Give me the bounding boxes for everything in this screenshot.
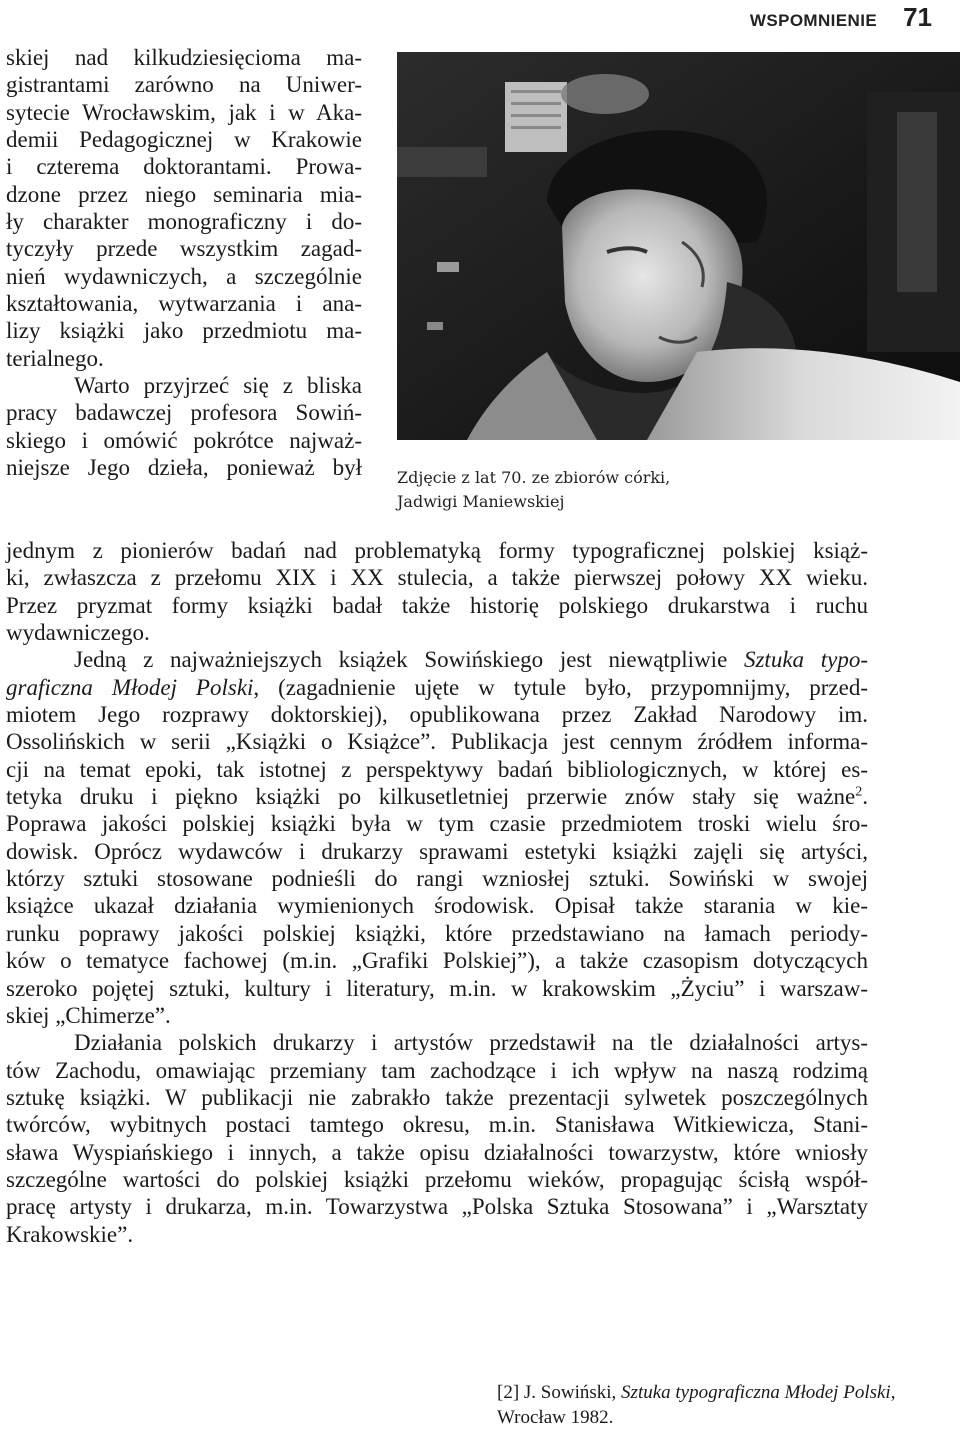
text-line: kształtowania, wytwarzania i ana- [6, 291, 362, 317]
portrait-photo-image [397, 52, 960, 440]
text-line: sztukę książki. W publikacji nie zabrakło także prezentacji sylwetek poszczególnych [6, 1084, 868, 1110]
caption-line: Zdjęcie z lat 70. ze zbiorów córki, [397, 468, 671, 487]
text-line: Warto przyjrzeć się z bliska [74, 373, 362, 399]
footnote [497, 1380, 895, 1430]
text-line: niejsze Jego dzieła, ponieważ był [6, 455, 362, 481]
text-line: dowisk. Oprócz wydawców i drukarzy sprawami estetyki książki zajęli się artyści, [6, 838, 868, 864]
footnote-line [497, 1380, 895, 1405]
text-line: lizy książki jako przedmiotu ma- [6, 318, 362, 344]
text-line: i czterema doktorantami. Prowa- [6, 154, 362, 180]
text-span: [2] J. Sowiński, [497, 1382, 622, 1403]
text-line: Krakowskie”. [6, 1221, 134, 1247]
text-line [6, 783, 868, 810]
text-line: tów Zachodu, omawiając przemiany tam zachodzące i ich wpływ na naszą rodzimą [6, 1057, 868, 1083]
portrait-photo [397, 52, 960, 440]
text-line: Przez pryzmat formy książki badał także historię polskiego drukarstwa i ruchu [6, 592, 868, 618]
book-title: graficzna Młodej Polski [6, 674, 254, 700]
footnote-reference[interactable]: 2 [855, 784, 863, 800]
photo-caption [397, 466, 670, 514]
text-line: Ossolińskich w serii „Książki o Książce”. Publikacja jest cennym źródłem informa- [6, 729, 868, 755]
text-line: sytecie Wrocławskim, jak i w Aka- [6, 99, 362, 125]
text-line [6, 646, 868, 673]
running-head [749, 2, 932, 32]
text-line: cji na temat epoki, tak istotnej z perspektywy badań bibliologicznych, w której es- [6, 756, 868, 782]
text-line: terialnego. [6, 345, 104, 371]
footnote-line: Wrocław 1982. [497, 1407, 614, 1428]
text-line: runku poprawy jakości polskiej książki, które przedstawiano na łamach periody- [6, 920, 868, 946]
text-line: demii Pedagogicznej w Krakowie [6, 127, 362, 153]
text-span: . [862, 784, 868, 810]
text-line: sława Wyspiańskiego i innych, a także opisu działalności towarzystw, które wniosły [6, 1139, 868, 1165]
book-title: Sztuka typo- [743, 647, 868, 673]
text-line: skiej „Chimerze”. [6, 1002, 171, 1028]
section-title: WSPOMNIENIE [749, 11, 878, 30]
text-line: szeroko pojętej sztuki, kultury i literatury, m.in. w krakowskim „Życiu” i warszaw- [6, 975, 868, 1001]
text-line: którzy sztuki stosowane podnieśli do rangi wzniosłej sztuki. Sowiński w swojej [6, 866, 868, 892]
text-line: twórców, wybitnych postaci tamtego okresu, m.in. Stanisława Witkiewicza, Stani- [6, 1112, 868, 1138]
text-line: skiego i omówić pokrótce najważ- [6, 427, 362, 453]
text-line: szczególne wartości do polskiej książki przełomu wieków, propagując ścisłą współ- [6, 1166, 868, 1192]
text-line: nień wydawniczych, a szczególnie [6, 263, 362, 289]
text-line: pracę artysty i drukarza, m.in. Towarzystwa „Polska Sztuka Stosowana” i „Warsztaty [6, 1194, 868, 1220]
text-line: miotem Jego rozprawy doktorskiej), opublikowana przez Zakład Narodowy im. [6, 702, 868, 728]
text-span: , (zagadnienie ujęte w tytule było, przypomnijmy, przed- [253, 674, 868, 700]
text-line: Poprawa jakości polskiej książki była w tym czasie przedmiotem troski wielu śro- [6, 811, 868, 837]
book-title: Sztuka typograficzna Młodej Polski [621, 1382, 891, 1403]
text-line [6, 674, 868, 701]
text-span: , [890, 1382, 896, 1403]
text-line: książce ukazał działania wymienionych środowisk. Opisał także starania w kie- [6, 893, 868, 919]
text-line: tyczyły przede wszystkim zagad- [6, 236, 362, 262]
text-line: wydawniczego. [6, 620, 150, 646]
text-line: pracy badawczej profesora Sowiń- [6, 400, 362, 426]
text-line: Działania polskich drukarzy i artystów przedstawił na tle działalności artys- [74, 1030, 868, 1056]
full-text-column [6, 537, 868, 1248]
text-line: gistrantami zarówno na Uniwer- [6, 72, 362, 98]
text-line: ki, zwłaszcza z przełomu XIX i XX stulecia, a także pierwszej połowy XX wieku. [6, 565, 868, 591]
text-span: tetyka druku i piękno książki po kilkusetletniej przerwie znów stały się ważne [6, 784, 856, 810]
page-number: 71 [903, 2, 932, 32]
text-line: dzone przez niego seminaria mia- [6, 181, 362, 207]
text-line: skiej nad kilkudziesięcioma ma- [6, 45, 362, 70]
text-line: ły charakter monograficzny i do- [6, 209, 362, 235]
caption-line: Jadwigi Maniewskiej [397, 492, 565, 511]
text-line: jednym z pionierów badań nad problematyką formy typograficznej polskiej książ- [6, 538, 868, 563]
text-line: ków o tematyce fachowej (m.in. „Grafiki Polskiej”), a także czasopism dotyczących [6, 948, 868, 974]
narrow-text-column [6, 44, 362, 482]
text-span: Jedną z najważniejszych książek Sowińskiego jest niewątpliwie [74, 647, 744, 673]
